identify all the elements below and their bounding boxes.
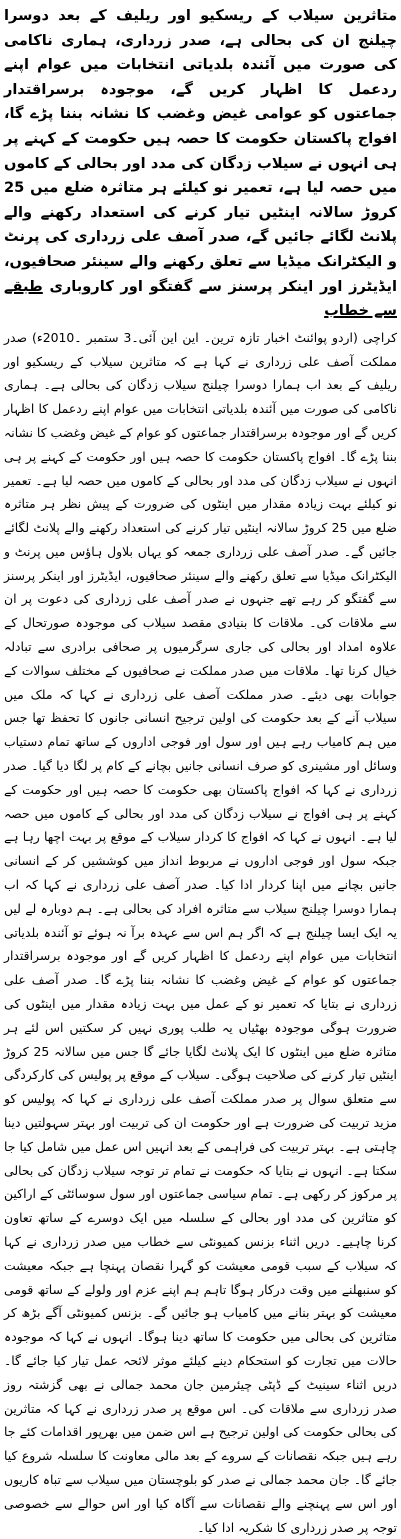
article-body: کراچی (اردو پوائنٹ اخبار تازہ ترین۔ این این آئی۔3 ستمبر ۔2010ء) صدر مملکت آصف علی زرداری نے کہا ہے کہ متاثرین سیلاب کے ریسکیو اور ریلیف کے بعد اب ہمارا دوسرا چیلنج سیلاب زدگان کی بحالی ہے۔ ہماری ناکامی کی صورت میں آئندہ بلدیاتی انتخابات میں عوام اپنے ردعمل کا اظہار کریں گے اور موجودہ برسراقتدار جماعتوں کو عوام کے غیض وغضب کا نشانہ بننا پڑے گا۔ افواج پاکستان حکومت کا حصہ ہیں اور حکومت کے کہنے پر ہی انہوں نے سیلاب زدگان کی مدد اور بحالی کے کاموں میں حصہ لیا ہے۔ تعمیر نو کیلئے بہت زیادہ مقدار میں اینٹوں کی ضرورت کے پیش نظر ہر متاثرہ ضلع میں 25 کروڑ سالانہ اینٹیں تیار کرنے کی استعداد رکھنے والے پلانٹ لگائے جائیں گے۔ صدر آصف علی زرداری جمعہ کو یہاں بلاول ہاؤس میں پرنٹ و الیکٹرانک میڈیا سے تعلق رکھنے والے سینئر صحافیوں، ایڈیٹرز اور اینکر پرسنز سے گفتگو کر رہے تھے جنہوں نے صدر آصف علی زرداری کی دعوت پر ان سے ملاقات کی۔ ملاقات کا بنیادی مقصد سیلاب کی موجودہ صورتحال کے علاوہ امداد اور بحالی کی جاری سرگرمیوں پر صحافی برادری سے تبادلہ خیال کرنا تھا۔ ملاقات میں صدر مملکت نے صحافیوں کے مختلف سوالات کے جوابات بھی دیئے۔ صدر مملکت آصف علی زرداری نے کہا کہ ملک میں سیلاب آنے کے بعد حکومت کی اولین ترجیح انسانی جانوں کا تحفظ تھا جس میں ہم کامیاب رہے ہیں اور سول اور فوجی اداروں کے ساتھ تمام دستیاب وسائل اور مشینری کو صرف انسانی جانیں بچانے کے کام پر لگا دیا گیا۔ صدر زرداری نے کہا کہ افواج پاکستان بھی حکومت کا حصہ ہیں اور حکومت کے کہنے پر ہی افواج نے سیلاب زدگان کی مدد اور بحالی کے کاموں میں حصہ لیا ہے۔ انہوں نے کہا کہ افواج کا کردار سیلاب کے موقع پر بہت اچھا رہا ہے جبکہ سول اور فوجی اداروں نے مربوط انداز میں کوششیں کر کے انسانی جانیں بچانے میں اپنا کردار ادا کیا۔ صدر آصف علی زرداری نے کہا کہ اب ہمارا دوسرا چیلنج سیلاب سے متاثرہ افراد کی بحالی ہے۔ ہم دوبارہ لے لیں یہ ایک ایسا چیلنج ہے کہ اگر ہم اس سے عہدہ برآ نہ ہوئے تو آئندہ بلدیاتی انتخابات میں عوام اپنے ردعمل کا اظہار کریں گے اور موجودہ برسراقتدار جماعتوں کو عوام کے غیض وغضب کا نشانہ بننا پڑے گا۔ صدر آصف علی زرداری نے بتایا کہ تعمیر نو کے عمل میں بہت زیادہ مقدار میں اینٹوں کی ضرورت ہوگی موجودہ بھٹیاں یہ طلب پوری نہیں کر سکتیں اس لئے ہر متاثرہ ضلع میں اینٹوں کا ایک پلانٹ لگایا جائے گا جس میں سالانہ 25 کروڑ اینٹیں تیار کرنے کی صلاحیت ہوگی۔ سیلاب کے موقع پر پولیس کی کارکردگی سے متعلق سوال پر صدر مملکت آصف علی زرداری نے کہا کہ پولیس کو مزید تربیت کی ضرورت ہے اور حکومت ان کی تربیت اور بہتر سہولتیں دینا چاہتی ہے۔ بہتر تربیت کی فراہمی کے بعد انہیں اس عمل میں شامل کیا جا سکتا ہے۔ انہوں نے بتایا کہ حکومت نے تمام تر توجہ سیلاب زدگان کی بحالی پر مرکوز کر رکھی ہے۔ تمام سیاسی جماعتوں اور سول سوسائٹی کے اراکین کو متاثرین کی مدد اور بحالی کے سلسلہ میں ایک دوسرے کے ساتھ تعاون کرنا چاہیے۔ دریں اثناء بزنس کمیونٹی سے خطاب میں صدر زرداری نے کہا کہ سیلاب کے سبب قومی معیشت کو گہرا نقصان پہنچا ہے جبکہ معیشت کو سنبھلنے میں وقت درکار ہوگا تاہم ہم اپنے عزم اور ولولے کے ساتھ قومی معیشت کو بہتر بنانے میں کامیاب ہو جائیں گے۔ بزنس کمیونٹی آگے بڑھ کر متاثرین کی بحالی میں حکومت کا ساتھ دینا ہوگا۔ انہوں نے کہا کہ موجودہ حالات میں تجارت کو استحکام دینے کیلئے موثر لائحہ عمل تیار کیا جائے گا۔ دریں اثناء سینیٹ کے ڈپٹی چیئرمین جان محمد جمالی نے بھی گزشتہ روز صدر زرداری سے ملاقات کی۔ اس موقع پر صدر زرداری نے کہا کہ متاثرین کی بحالی حکومت کی اولین ترجیح ہے اس ضمن میں بھرپور اقدامات کئے جا رہے ہیں جبکہ نقصانات کے سروے کے بعد مالی معاونت کا سلسلہ شروع کیا جائے گا۔ جان محمد جمالی نے صدر کو بلوچستان میں سیلاب سے تباہ کاریوں اور اس سے پہنچنے والے نقصانات سے آگاہ کیا اور اس حوالے سے خصوصی توجہ پر صدر زرداری کا شکریہ ادا کیا۔: [4, 329, 398, 1535]
article-headline: [4, 4, 397, 324]
headline-text: متاثرین سیلاب کے ریسکیو اور ریلیف کے بعد دوسرا چیلنج ان کی بحالی ہے، صدر زرداری، ہماری ناکامی کی صورت میں آئندہ بلدیاتی انتخابات میں عوام اپنے ردعمل کا اظہار کریں گے، موجودہ برسراقتدار جماعتوں کو عوامی غیض وغضب کا نشانہ بننا پڑے گا، افواج پاکستان حکومت کا حصہ ہیں حکومت کے کہنے پر ہی انہوں نے سیلاب زدگان کی مدد اور بحالی کے کاموں میں حصہ لیا ہے، تعمیر نو کیلئے ہر متاثرہ ضلع میں 25 کروڑ سالانہ اینٹیں تیار کرنے کی استعداد رکھنے والے پلانٹ لگائے جائیں گے، صدر آصف علی زرداری کی پرنٹ و الیکٹرانک میڈیا سے تعلق رکھنے والے سینئر صحافیوں، ایڈیٹرز اور اینکر پرسنز سے گفتگو اور کاروباری: [4, 7, 397, 295]
headline-ending: طبقے سے خطاب: [4, 277, 397, 320]
